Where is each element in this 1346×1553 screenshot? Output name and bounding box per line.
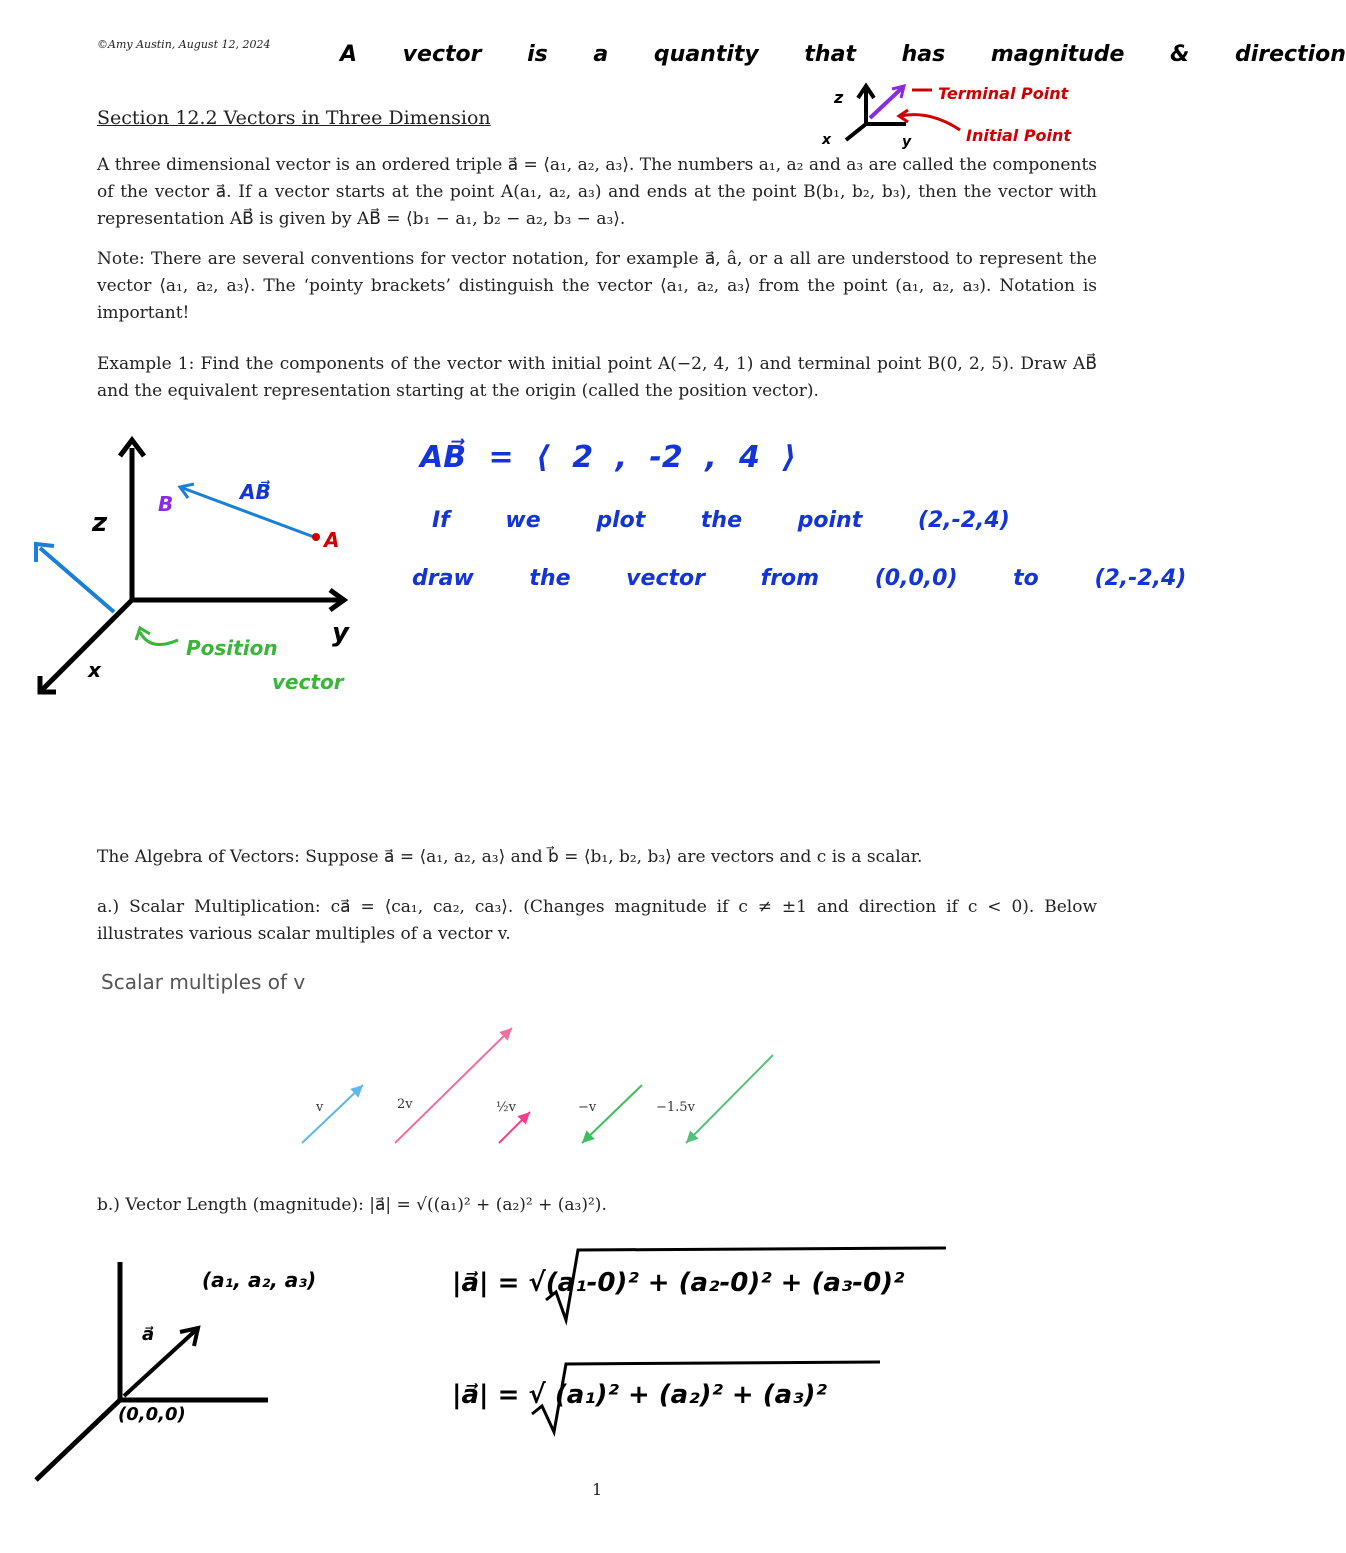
label-neg-v: −v [578,1100,597,1115]
example1-z-label: z [92,508,108,538]
copyright-note: ©Amy Austin, August 12, 2024 [97,38,271,51]
length-formula-2: |a⃗| = √ (a₁)² + (a₂)² + (a₃)² [452,1380,827,1410]
plot-point-note: If we plot the point (2,-2,4) [432,508,1010,533]
scalar-multiplication-text: a.) Scalar Multiplication: ca⃗ = ⟨ca₁, ca₂, ca₃⟩. (Changes magnitude if c ≠ ±1 and direction if c < 0). Below illustrates various scalar multiples of a vector v. [97,897,1097,944]
point-a-label: A [324,528,340,552]
label-2v: 2v [397,1097,413,1112]
length-vec-label: a⃗ [142,1324,155,1345]
example-1-text: Example 1: Find the components of the vector with initial point A(−2, 4, 1) and terminal point B(0, 2, 5). Draw AB⃗ and the equivalent representation starting at the origin (called the position vector). [97,354,1097,401]
label-v: v [316,1100,324,1115]
handwritten-definition: A vector is a quantity that has magnitude & direction [340,42,1346,67]
scalar-figure-title: Scalar multiples of v [101,970,306,994]
example1-x-label: x [88,658,101,682]
header-z-label: z [834,88,844,107]
point-a-coords: (a₁, a₂, a₃) [202,1268,317,1292]
example1-y-label: y [332,618,349,648]
vector-label: vector [272,670,344,694]
label-neg-1-5v: −1.5v [656,1100,695,1115]
origin-label: (0,0,0) [118,1404,186,1425]
definition-paragraph: A three dimensional vector is an ordered triple a⃗ = ⟨a₁, a₂, a₃⟩. The numbers a₁, a₂ and a₃ are called the components of the vector a⃗. If a vector starts at the point A(a₁, a₂, a₃) and ends at the point B(b₁, b₂, b₃), then the vector with representation AB⃗ is given by AB⃗ = ⟨b₁ − a₁, b₂ − a₂, b₃ − a₃⟩. [97,155,1097,229]
notation-note: Note: There are several conventions for vector notation, for example a⃗, â, or a all are understood to represent the vector ⟨a₁, a₂, a₃⟩. The ‘pointy brackets’ distinguish the vector ⟨a₁, a₂, a₃⟩ from the point (a₁, a₂, a₃). Notation is important! [97,249,1097,323]
position-label: Position [186,636,278,660]
algebra-of-vectors-text: The Algebra of Vectors: Suppose a⃗ = ⟨a₁, a₂, a₃⟩ and b⃗ = ⟨b₁, b₂, b₃⟩ are vectors and c is a scalar. [97,847,923,867]
section-title: Section 12.2 Vectors in Three Dimension [97,107,491,129]
point-b-label: B [158,492,174,516]
header-x-label: x [822,132,832,148]
terminal-point-label: Terminal Point [938,84,1069,103]
length-formula-1: |a⃗| = √(a₁-0)² + (a₂-0)² + (a₃-0)² [452,1268,905,1298]
ab-components-result: AB⃗ = ⟨ 2 , -2 , 4 ⟩ [420,440,797,475]
header-y-label: y [902,134,912,150]
ab-vector-label: AB⃗ [240,480,271,504]
initial-point-label: Initial Point [966,126,1072,145]
label-half-v: ½v [496,1100,516,1115]
page-number: 1 [592,1480,603,1499]
draw-vector-note: draw the vector from (0,0,0) to (2,-2,4) [412,566,1187,591]
vector-length-text: b.) Vector Length (magnitude): |a⃗| = √((a₁)² + (a₂)² + (a₃)²). [97,1195,607,1215]
